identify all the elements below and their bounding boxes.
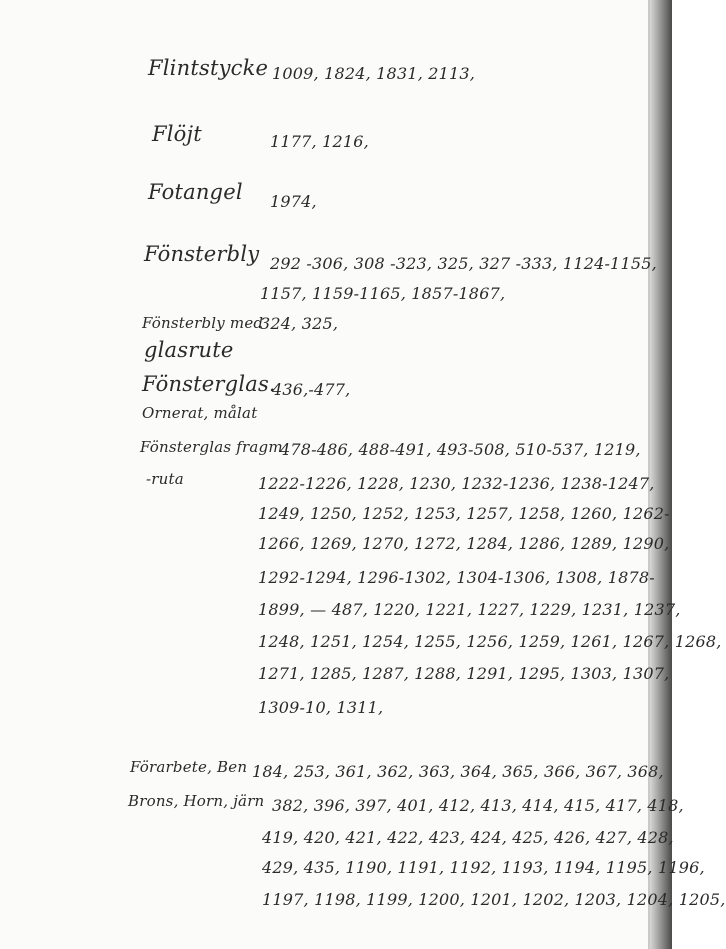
entry-numbers: 1292-1294, 1296-1302, 1304-1306, 1308, 1878- xyxy=(258,568,655,587)
entry-numbers: 1899, — 487, 1220, 1221, 1227, 1229, 1231, 1237, xyxy=(258,600,681,619)
entry-numbers: 419, 420, 421, 422, 423, 424, 425, 426, 427, 428, xyxy=(262,828,674,847)
entry-numbers: 1266, 1269, 1270, 1272, 1284, 1286, 1289, 1290, xyxy=(258,534,670,553)
entry-numbers: 1157, 1159-1165, 1857-1867, xyxy=(260,284,506,303)
entry-numbers: 1177, 1216, xyxy=(270,132,369,151)
entry-term: Fönsterbly med xyxy=(142,314,264,332)
entry-numbers: 429, 435, 1190, 1191, 1192, 1193, 1194, 1195, 1196, xyxy=(262,858,705,877)
entry-numbers: 1309-10, 1311, xyxy=(258,698,384,717)
entry-numbers: 1248, 1251, 1254, 1255, 1256, 1259, 1261, 1267, 1268, xyxy=(258,632,722,651)
entry-term: Fönsterglas fragm xyxy=(140,438,283,456)
entry-numbers: 1974, xyxy=(270,192,317,211)
entry-subterm: -ruta xyxy=(146,470,184,488)
entry-subterm: Ornerat, målat xyxy=(142,404,258,422)
entry-term: Fotangel xyxy=(148,180,243,204)
entry-term: Fönsterglas. xyxy=(142,372,276,396)
entry-term: Flintstycke xyxy=(148,56,269,80)
entry-term: Förarbete, Ben xyxy=(130,758,248,776)
entry-numbers: 1009, 1824, 1831, 2113, xyxy=(272,64,476,83)
entry-numbers: 478-486, 488-491, 493-508, 510-537, 1219, xyxy=(280,440,641,459)
entry-numbers: 292 -306, 308 -323, 325, 327 -333, 1124-1155, xyxy=(270,254,657,273)
entry-numbers: 1249, 1250, 1252, 1253, 1257, 1258, 1260, 1262- xyxy=(258,504,670,523)
entry-subterm: Brons, Horn, järn xyxy=(128,792,265,810)
entry-term: Flöjt xyxy=(152,122,202,146)
entry-numbers: 382, 396, 397, 401, 412, 413, 414, 415, 417, 418, xyxy=(272,796,684,815)
entry-term: Fönsterbly xyxy=(144,242,260,266)
entry-numbers: 436,-477, xyxy=(272,380,351,399)
entry-term: glasrute xyxy=(144,338,234,362)
entry-numbers: 1197, 1198, 1199, 1200, 1201, 1202, 1203, 1204, 1205, xyxy=(262,890,726,909)
entry-numbers: 324, 325, xyxy=(260,314,339,333)
entry-numbers: 1271, 1285, 1287, 1288, 1291, 1295, 1303, 1307, xyxy=(258,664,670,683)
entry-numbers: 184, 253, 361, 362, 363, 364, 365, 366, 367, 368, xyxy=(252,762,664,781)
entry-numbers: 1222-1226, 1228, 1230, 1232-1236, 1238-1247, xyxy=(258,474,655,493)
